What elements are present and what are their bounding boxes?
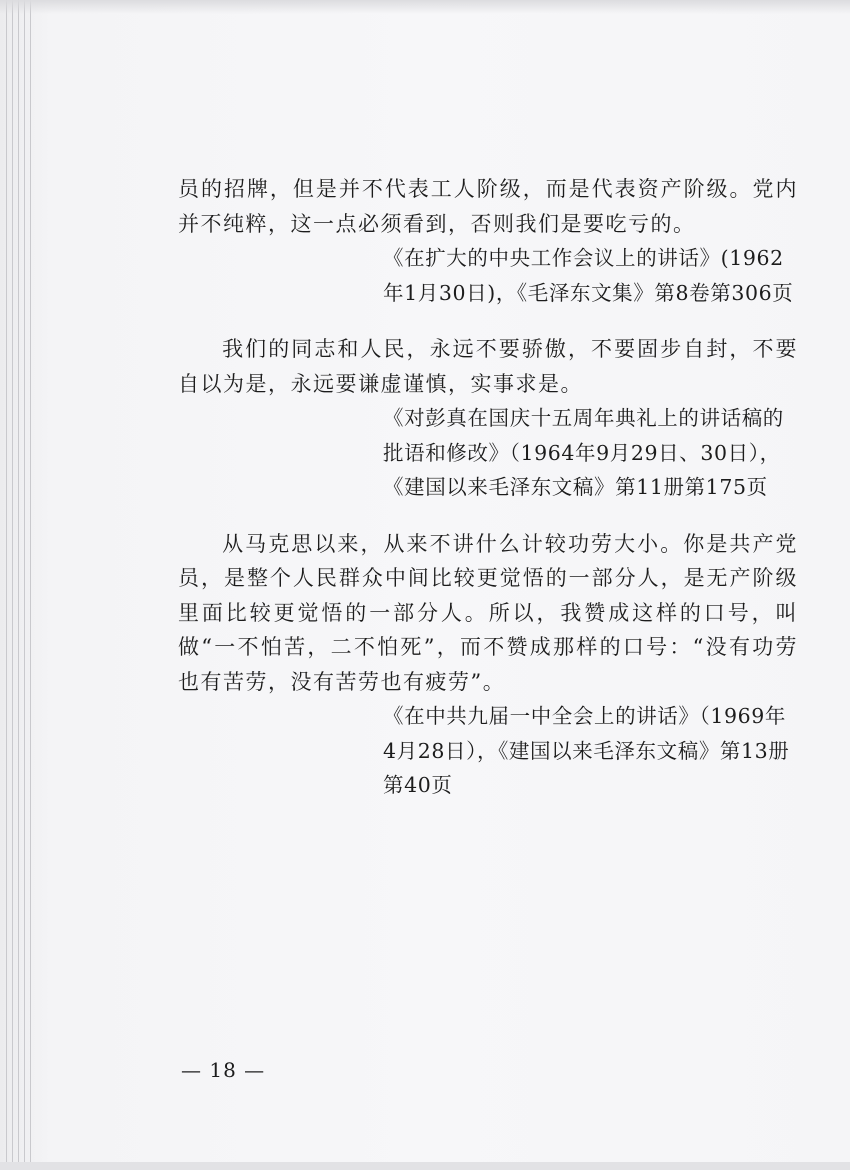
paragraph-3: 从马克思以来，从来不讲什么计较功劳大小。你是共产党员，是整个人民群众中间比较更觉悟的一部分人，是无产阶级里面比较更觉悟的一部分人。所以，我赞成这样的口号，叫做“一不怕苦，二不怕死”，而不赞成那样的口号：“没有功劳也有苦劳，没有苦劳也有疲劳”。 <box>178 531 798 694</box>
top-shadow <box>0 0 850 14</box>
page-number: — 18 — <box>181 1058 266 1082</box>
page-edge <box>12 0 13 1170</box>
page-edge <box>30 0 31 1170</box>
paragraph-2: 我们的同志和人民，永远不要骄傲，不要固步自封，不要自以为是，永远要谦虚谨慎，实事求是。 <box>178 337 798 396</box>
source-citation-1: 《在扩大的中央工作会议上的讲话》(1962年1月30日)，《毛泽东文集》第8卷第306页 <box>383 246 794 305</box>
bottom-shadow <box>0 1162 850 1170</box>
page-content <box>178 172 798 803</box>
source-citation-2: 《对彭真在国庆十五周年典礼上的讲话稿的批语和修改》（1964年9月29日、30日），《建国以来毛泽东文稿》第11册第175页 <box>383 406 784 499</box>
page-edge <box>6 0 7 1170</box>
page-edge <box>18 0 19 1170</box>
paragraph-1: 员的招牌，但是并不代表工人阶级，而是代表资产阶级。党内并不纯粹，这一点必须看到，否则我们是要吃亏的。 <box>178 177 798 236</box>
source-citation-3: 《在中共九届一中全会上的讲话》（1969年4月28日），《建国以来毛泽东文稿》第13册第40页 <box>383 704 790 797</box>
page-edge <box>24 0 25 1170</box>
